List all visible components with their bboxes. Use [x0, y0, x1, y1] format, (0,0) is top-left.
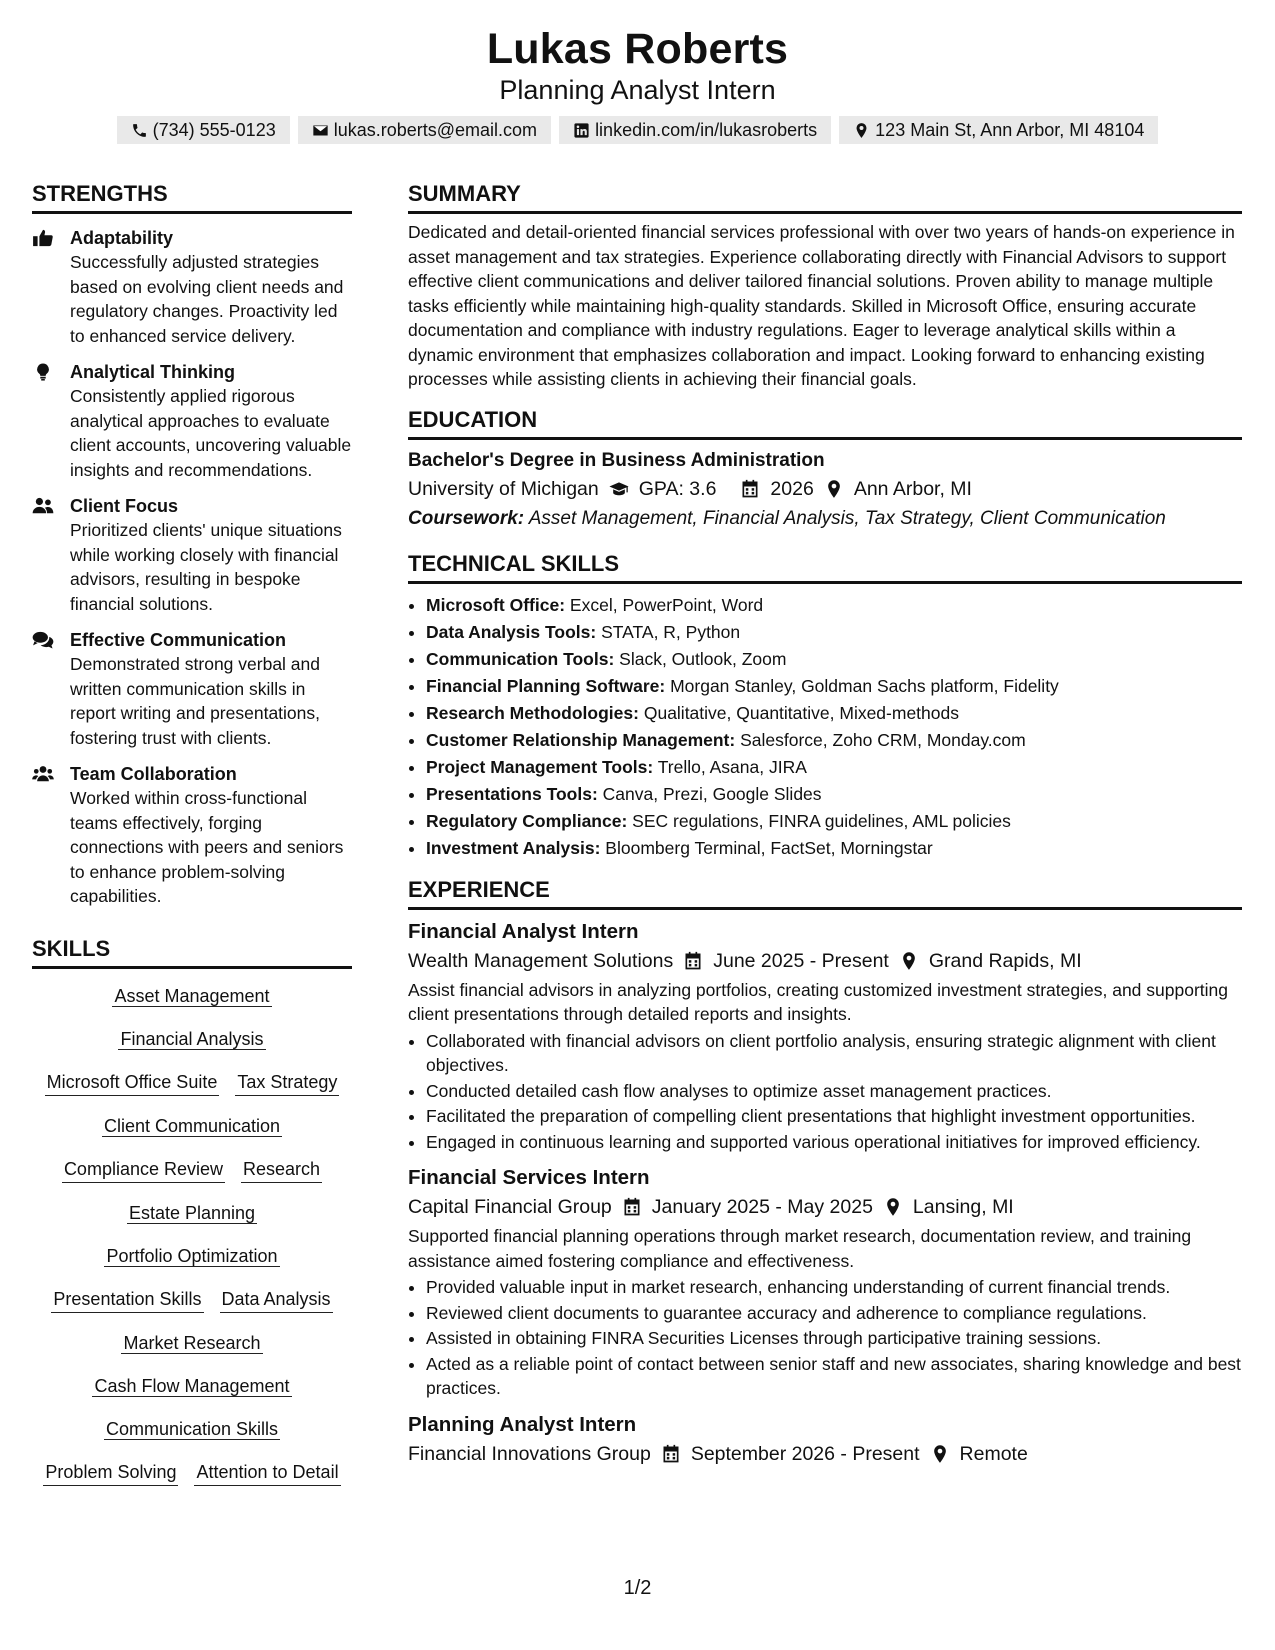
list-item: • Microsoft Office: Excel, PowerPoint, Word — [426, 592, 1242, 619]
contact-phone[interactable] — [117, 116, 290, 144]
list-item: • Communication Tools: Slack, Outlook, Zoom — [426, 646, 1242, 673]
strength-item — [32, 360, 352, 482]
list-item: • Project Management Tools: Trello, Asana, JIRA — [426, 754, 1242, 781]
job-description: Supported financial planning operations through market research, documentation review, and training assistance aimed fostering compliance and effectiveness. — [408, 1226, 1192, 1271]
company-name: Wealth Management Solutions — [408, 949, 674, 972]
summary-text: Dedicated and detail-oriented financial services professional with over two years of hands-on experience in asset management and tax strategies. Experience collaborating directly with Financial Advisors to support effective client communications and deliver tailored financial solutions. Proven ability to manage multiple tasks efficiently while maintaining high-quality standards. Skilled in Microsoft Office, ensuring accurate documentation and compliance with industry regulations. Eager to leverage analytical skills within a dynamic environment that emphasizes collaboration and impact. Looking forward to enhancing existing processes while assisting clients in achieving their financial goals. — [408, 222, 1235, 389]
strength-desc: Prioritized clients' unique situations while working closely with financial advisors, resulting in bespoke financial solutions. — [70, 520, 342, 614]
job-location: Grand Rapids, MI — [928, 949, 1082, 972]
phone-icon — [131, 122, 148, 139]
graduation-cap-icon — [609, 479, 629, 499]
calendar-icon — [740, 479, 760, 499]
summary-heading: SUMMARY — [408, 180, 1242, 214]
job-title: Planning Analyst Intern — [408, 1412, 637, 1436]
job-dates: January 2025 - May 2025 — [651, 1196, 873, 1218]
list-item: • Acted as a reliable point of contact between senior staff and new associates, sharing knowledge and best practices. — [426, 1352, 1242, 1401]
skill-row — [32, 1243, 352, 1269]
calendar-icon — [661, 1444, 681, 1464]
list-item: • Provided valuable input in market research, enhancing understanding of current financial trends. — [426, 1275, 1242, 1300]
skill-tag: Microsoft Office Suite — [45, 1069, 220, 1096]
strength-title: Adaptability — [70, 228, 174, 248]
contact-phone-text: (734) 555-0123 — [152, 120, 276, 140]
graduation-year: 2026 — [770, 477, 814, 500]
strength-desc: Worked within cross-functional teams effectively, forging connections with peers and seniors to enhance problem-solving capabilities. — [70, 788, 344, 906]
skill-row — [32, 1200, 352, 1226]
comments-icon — [32, 631, 54, 649]
skill-tag: Presentation Skills — [51, 1286, 203, 1313]
gpa: GPA: 3.6 — [638, 477, 717, 500]
job-dates: June 2025 - Present — [713, 949, 889, 972]
degree-title: Bachelor's Degree in Business Administration — [408, 449, 825, 471]
contact-email[interactable] — [298, 116, 551, 144]
skills-list — [32, 983, 352, 1486]
skill-tag: Problem Solving — [43, 1459, 178, 1486]
strength-title: Effective Communication — [70, 630, 287, 650]
skill-tag: Communication Skills — [105, 1418, 279, 1439]
skill-tag: Compliance Review — [62, 1156, 225, 1183]
list-item: • Customer Relationship Management: Salesforce, Zoho CRM, Monday.com — [426, 727, 1242, 754]
contact-email-text: lukas.roberts@email.com — [333, 120, 538, 140]
strength-desc: Consistently applied rigorous analytical approaches to evaluate client accounts, uncovering valuable insights and recommendations. — [70, 386, 352, 480]
skill-row — [32, 1373, 352, 1399]
list-item: • Data Analysis Tools: STATA, R, Python — [426, 619, 1242, 646]
skill-tag: Tax Strategy — [235, 1069, 339, 1096]
candidate-title: Planning Analyst Intern — [499, 75, 776, 105]
job-bullets — [408, 1029, 1242, 1155]
strength-item — [32, 628, 352, 750]
skill-tag: Financial Analysis — [120, 1028, 264, 1049]
strengths-heading: STRENGTHS — [32, 180, 352, 214]
calendar-icon — [622, 1197, 642, 1217]
education-location: Ann Arbor, MI — [853, 477, 972, 500]
skill-tag: Asset Management — [114, 985, 270, 1006]
list-item: • Assisted in obtaining FINRA Securities Licenses through participative training sessions. — [426, 1326, 1242, 1351]
skill-tag: Client Communication — [103, 1115, 281, 1136]
contact-address[interactable] — [839, 116, 1158, 144]
company-name: Capital Financial Group — [408, 1196, 612, 1218]
job-location: Lansing, MI — [912, 1196, 1014, 1218]
lightbulb-icon — [32, 363, 54, 381]
list-item: • Conducted detailed cash flow analyses to optimize asset management practices. — [426, 1079, 1242, 1104]
job-description: Assist financial advisors in analyzing portfolios, creating customized investment strategies, and supporting client presentations through detailed reports and insights. — [408, 979, 1228, 1024]
strength-item — [32, 226, 352, 348]
strength-item — [32, 762, 352, 909]
list-item: • Financial Planning Software: Morgan Stanley, Goldman Sachs platform, Fidelity — [426, 673, 1242, 700]
right-column — [408, 180, 1242, 1469]
map-pin-icon — [824, 479, 844, 499]
skill-row — [32, 983, 352, 1009]
skill-tag: Research — [241, 1156, 322, 1183]
list-item: • Facilitated the preparation of compelling client presentations that highlight investment opportunities. — [426, 1104, 1242, 1129]
list-item: • Investment Analysis: Bloomberg Terminal, FactSet, Morningstar — [426, 835, 1242, 862]
skill-row — [32, 1026, 352, 1052]
user-group-icon — [32, 497, 54, 515]
skill-tag: Attention to Detail — [194, 1459, 340, 1486]
coursework — [408, 504, 1242, 534]
skill-tag: Portfolio Optimization — [106, 1245, 278, 1266]
skill-tag: Estate Planning — [128, 1202, 256, 1223]
map-pin-icon — [853, 122, 870, 139]
job-title: Financial Services Intern — [408, 1166, 650, 1189]
job-meta — [408, 946, 1242, 976]
map-pin-icon — [899, 951, 919, 971]
strength-item — [32, 494, 352, 616]
linkedin-icon — [573, 122, 590, 139]
list-item: • Research Methodologies: Qualitative, Quantitative, Mixed-methods — [426, 700, 1242, 727]
contact-bar — [0, 116, 1275, 144]
users-icon — [32, 765, 54, 783]
strength-title: Team Collaboration — [70, 764, 237, 784]
education-meta — [408, 474, 1242, 504]
list-item: • Presentations Tools: Canva, Prezi, Google Slides — [426, 781, 1242, 808]
contact-linkedin-text: linkedin.com/in/lukasroberts — [595, 120, 818, 140]
skill-tag: Cash Flow Management — [94, 1375, 290, 1396]
list-item: • Regulatory Compliance: SEC regulations, FINRA guidelines, AML policies — [426, 808, 1242, 835]
contact-linkedin[interactable] — [559, 116, 831, 144]
contact-address-text: 123 Main St, Ann Arbor, MI 48104 — [875, 120, 1145, 140]
strength-desc: Successfully adjusted strategies based on evolving client needs and regulatory changes. Proactivity led to enhanced service delivery. — [70, 252, 344, 346]
list-item: • Collaborated with financial advisors on client portfolio analysis, ensuring strategic alignment with client objectives. — [426, 1029, 1242, 1078]
thumbs-up-icon — [32, 229, 54, 247]
job-meta — [408, 1192, 1242, 1222]
skill-tag: Data Analysis — [220, 1286, 333, 1313]
skills-heading: SKILLS — [32, 935, 352, 969]
technical-skills-list — [408, 592, 1242, 862]
resume-header — [0, 24, 1275, 144]
skill-row — [32, 1113, 352, 1139]
experience-heading: EXPERIENCE — [408, 876, 1242, 910]
page-number: 1/2 — [623, 1577, 652, 1599]
map-pin-icon — [883, 1197, 903, 1217]
strength-desc: Demonstrated strong verbal and written communication skills in report writing and presentations, fostering trust with clients. — [70, 654, 320, 748]
coursework-list: Asset Management, Financial Analysis, Tax Strategy, Client Communication — [528, 507, 1166, 529]
candidate-name: Lukas Roberts — [486, 25, 789, 73]
education-heading: EDUCATION — [408, 406, 1242, 440]
strength-title: Client Focus — [70, 496, 179, 516]
technical-skills-heading: TECHNICAL SKILLS — [408, 550, 1242, 584]
job-title: Financial Analyst Intern — [408, 919, 639, 943]
job-meta — [408, 1439, 1242, 1469]
map-pin-icon — [930, 1444, 950, 1464]
school-name: University of Michigan — [408, 477, 599, 500]
skill-row — [32, 1416, 352, 1442]
envelope-icon — [312, 122, 329, 139]
job-dates: September 2026 - Present — [690, 1442, 920, 1465]
list-item: • Engaged in continuous learning and supported various operational initiatives for improved efficiency. — [426, 1130, 1242, 1155]
job-bullets — [408, 1275, 1242, 1401]
list-item: • Reviewed client documents to guarantee accuracy and adherence to compliance regulations. — [426, 1301, 1242, 1326]
job-location: Remote — [959, 1442, 1028, 1465]
strength-title: Analytical Thinking — [70, 362, 236, 382]
left-column — [32, 180, 352, 1486]
company-name: Financial Innovations Group — [408, 1442, 651, 1465]
coursework-label: Coursework: — [408, 507, 525, 529]
skill-row — [32, 1330, 352, 1356]
skill-tag: Market Research — [123, 1332, 261, 1353]
calendar-icon — [683, 951, 703, 971]
